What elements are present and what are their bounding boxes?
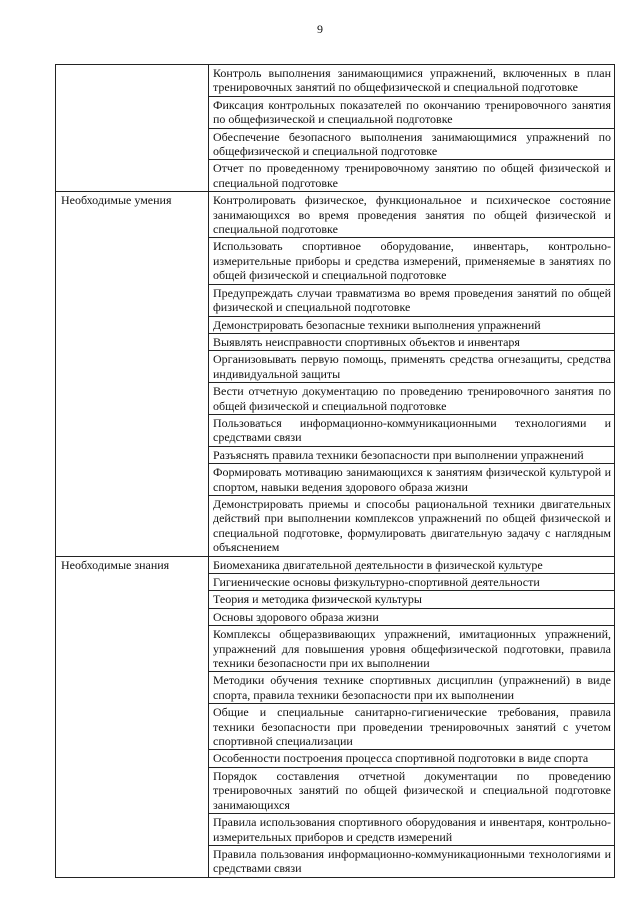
list-item: Формировать мотивацию занимающихся к занятиям физической культурой и спортом, навыки ведения здорового образа жизни — [209, 464, 614, 496]
list-item: Порядок составления отчетной документации по проведению тренировочных занятий по общей физической и специальной подготовке занимающихся — [209, 768, 614, 814]
section-items — [209, 192, 615, 556]
list-item: Особенности построения процесса спортивной подготовки в виде спорта — [209, 750, 614, 767]
section-items — [209, 65, 615, 192]
list-item: Пользоваться информационно-коммуникационными технологиями и средствами связи — [209, 415, 614, 447]
list-item: Комплексы общеразвивающих упражнений, имитационных упражнений, упражнений для повышения уровня общефизической подготовки, правила техники безопасности при их выполнении — [209, 626, 614, 672]
list-item: Гигиенические основы физкультурно-спортивной деятельности — [209, 574, 614, 591]
list-item: Основы здорового образа жизни — [209, 609, 614, 626]
list-item: Правила использования спортивного оборудования и инвентаря, контрольно-измерительных приборов и средств измерений — [209, 814, 614, 846]
list-item: Демонстрировать приемы и способы рациональной техники двигательных действий при выполнении комплексов упражнений по общей физической и специальной подготовке, формулировать двигательную задачу с наглядным объяснением — [213, 496, 611, 555]
list-item: Отчет по проведенному тренировочному занятию по общей физической и специальной подготовке — [213, 161, 611, 190]
table-row — [56, 65, 615, 192]
list-item: Использовать спортивное оборудование, инвентарь, контрольно-измерительные приборы и средства измерений, применяемые в занятиях по общей физической и специальной подготовке — [209, 238, 614, 284]
requirements-table — [55, 64, 615, 878]
list-item: Биомеханика двигательной деятельности в физической культуре — [209, 557, 614, 574]
list-item: Правила пользования информационно-коммуникационными технологиями и средствами связи — [213, 846, 611, 876]
table-row — [56, 192, 615, 556]
list-item: Обеспечение безопасного выполнения занимающимися упражнений по общефизической и специальной подготовке — [209, 129, 614, 161]
page-number: 9 — [317, 22, 323, 36]
section-label: Необходимые умения — [56, 192, 209, 556]
list-item: Выявлять неисправности спортивных объектов и инвентаря — [209, 334, 614, 351]
list-item: Контроль выполнения занимающимися упражнений, включенных в план тренировочных занятий по общефизической и специальной подготовке — [209, 65, 614, 97]
section-label — [56, 65, 209, 192]
list-item: Предупреждать случаи травматизма во время проведения занятий по общей физической и специальной подготовке — [209, 285, 614, 317]
list-item: Теория и методика физической культуры — [209, 591, 614, 608]
section-label: Необходимые знания — [56, 556, 209, 877]
list-item: Вести отчетную документацию по проведению тренировочного занятия по общей физической и специальной подготовке — [209, 383, 614, 415]
list-item: Разъяснять правила техники безопасности при выполнении упражнений — [209, 447, 614, 464]
list-item: Организовывать первую помощь, применять средства огнезащиты, средства индивидуальной защиты — [209, 351, 614, 383]
list-item: Фиксация контрольных показателей по окончанию тренировочного занятия по общефизической и специальной подготовке — [209, 97, 614, 129]
list-item: Контролировать физическое, функциональное и психическое состояние занимающихся во время проведения занятия по общей физической и специальной подготовке — [209, 192, 614, 238]
list-item: Методики обучения технике спортивных дисциплин (упражнений) в виде спорта, правила техники безопасности при их выполнении — [209, 672, 614, 704]
list-item: Демонстрировать безопасные техники выполнения упражнений — [209, 317, 614, 334]
list-item: Общие и специальные санитарно-гигиенические требования, правила техники безопасности при проведении тренировочных занятий с учетом спортивной специализации — [209, 704, 614, 750]
table-row — [56, 556, 615, 877]
section-items — [209, 556, 615, 877]
